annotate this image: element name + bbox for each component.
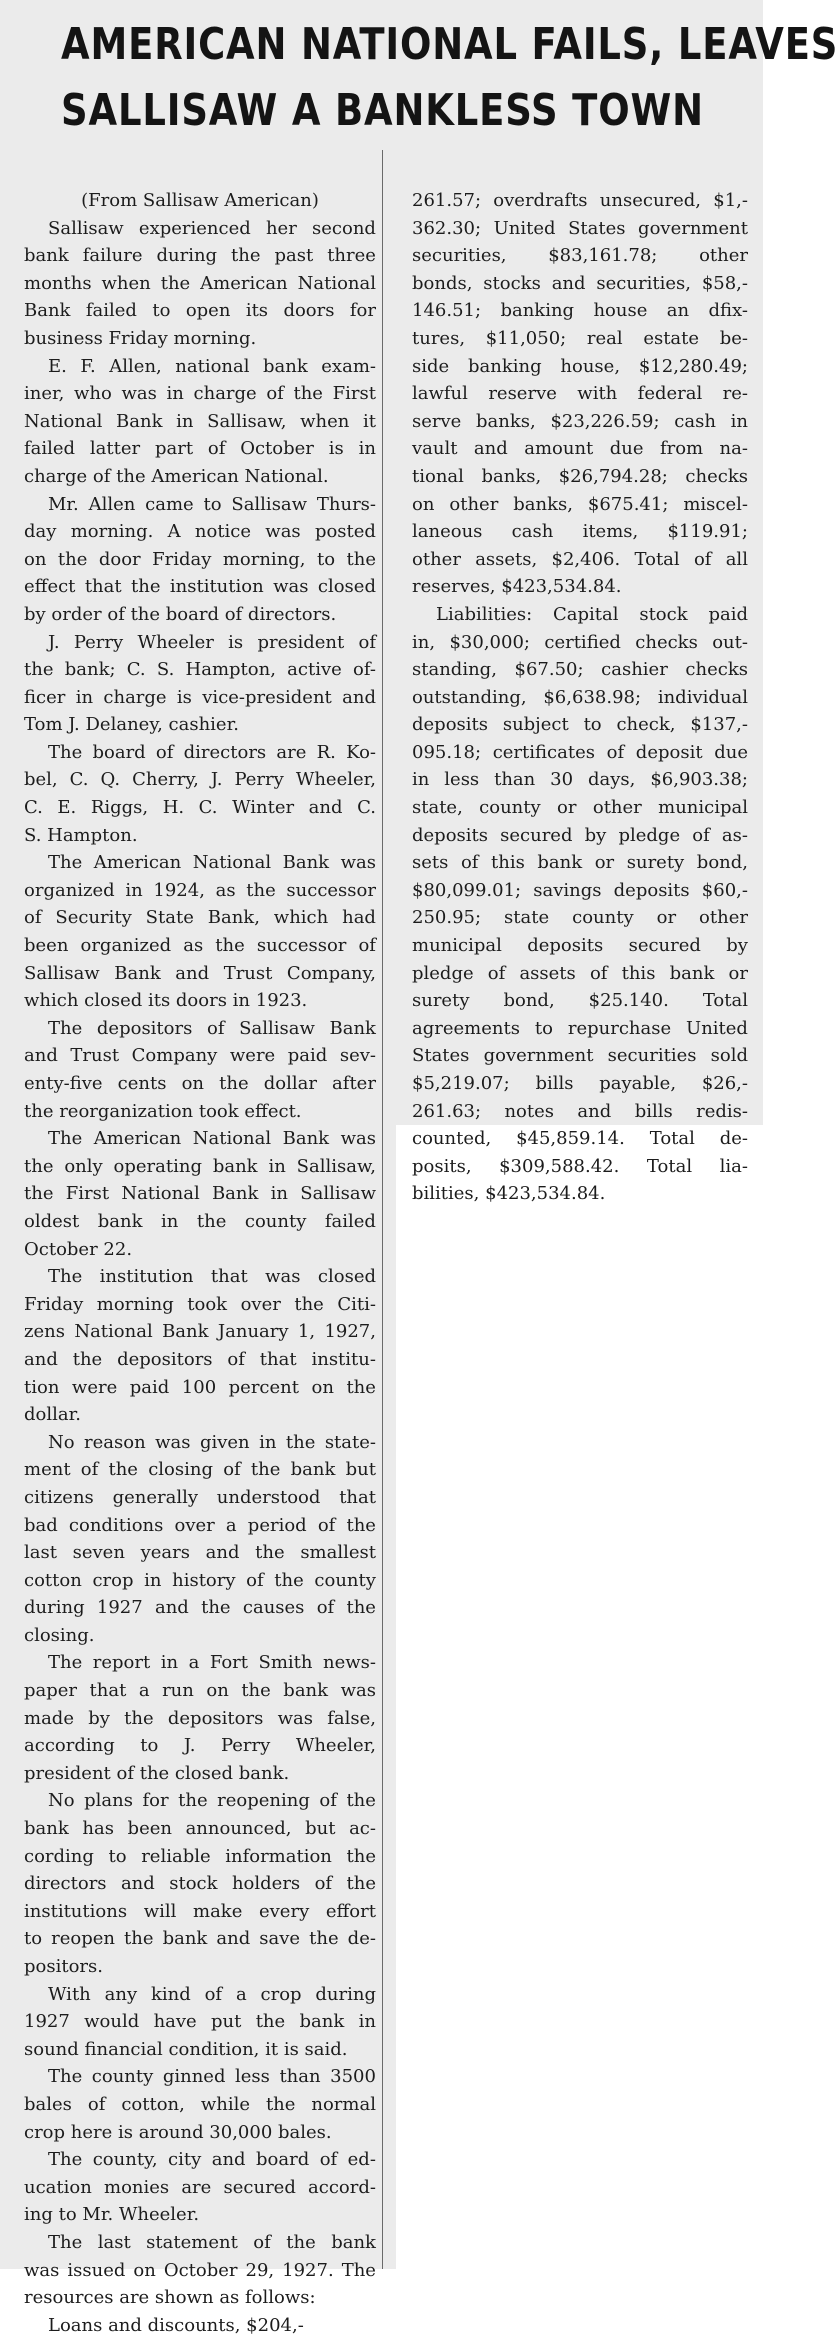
article-line: by order of the board of directors. [24,603,337,625]
article-line: States government securities sold [412,1045,748,1067]
article-line: pledge of assets of this bank or [412,962,748,984]
article-line: posits, $309,588.42. Total lia- [412,1155,748,1177]
article-line: in less than 30 days, $6,903.38; [412,769,748,791]
article-line: made by the depositors was false, [24,1707,376,1729]
article-line: according to J. Perry Wheeler, [24,1735,376,1757]
article-line: in, $30,000; certified checks out- [412,631,748,653]
article-line: The county, city and board of ed- [48,2149,376,2171]
headline-line-2: SALLISAW A BANKLESS TOWN [61,85,704,136]
article-line: other assets, $2,406. Total of all [412,548,748,570]
article-line: and the depositors of that institu- [24,1348,376,1370]
article-line: Sallisaw Bank and Trust Company, [24,962,376,984]
article-line: lawful reserve with federal re- [412,383,748,405]
article-line: ficer in charge is vice-president and [24,686,376,708]
article-line: which closed its doors in 1923. [24,990,308,1012]
article-line: of Security State Bank, which had [24,907,376,929]
article-line: The report in a Fort Smith news- [48,1652,376,1674]
article-line: ment of the closing of the bank but [24,1459,376,1481]
article-line: enty-five cents on the dollar after [24,1073,376,1094]
article-line: on other banks, $675.41; miscel- [412,493,748,515]
article-line: serve banks, $23,226.59; cash in [412,410,748,432]
article-line: October 22. [24,1238,133,1260]
article-line: bank has been announced, but ac- [24,1818,376,1840]
article-line: bank failure during the past three [24,245,376,267]
article-line: (From Sallisaw American) [81,190,319,211]
article-line: tures, $11,050; real estate be- [412,327,748,349]
article-line: J. Perry Wheeler is president of [48,631,376,653]
article-line: iner, who was in charge of the First [24,383,376,405]
article-line: citizens generally understood that [24,1486,376,1508]
article-line: the bank; C. S. Hampton, active of- [24,659,376,681]
article-line: 250.95; state county or other [412,907,748,929]
article-line: charge of the American National. [24,465,329,487]
article-line: $80,099.01; savings deposits $60,- [412,879,748,901]
article-line: paper that a run on the bank was [24,1680,376,1702]
article-line: The American National Bank was [48,1128,376,1150]
article-line: E. F. Allen, national bank exam- [48,355,376,377]
article-line: deposits subject to check, $137,- [412,714,748,736]
article-line: 1927 would have put the bank in [24,2011,376,2033]
article-line: No plans for the reopening of the [48,1790,376,1812]
article-line: 261.57; overdrafts unsecured, $1,- [412,190,748,211]
article-line: crop here is around 30,000 bales. [24,2121,332,2143]
article-line: been organized as the successor of [24,935,376,957]
article-line: surety bond, $25.140. Total [412,990,748,1012]
article-line: failed latter part of October is in [24,438,376,460]
article-line: sound financial condition, it is said. [24,2038,348,2060]
article-line: Sallisaw experienced her second [48,217,376,239]
article-line: The institution that was closed [48,1266,376,1288]
article-line: Bank failed to open its doors for [24,300,376,322]
article-line: the only operating bank in Sallisaw, [24,1155,376,1177]
article-line: cording to reliable information the [24,1845,376,1867]
article-line: the reorganization took effect. [24,1100,302,1122]
article-line: ing to Mr. Wheeler. [24,2204,200,2226]
article-line: 261.63; notes and bills redis- [412,1100,748,1122]
article-line: tion were paid 100 percent on the [24,1376,376,1398]
article-line: outstanding, $6,638.98; individual [412,686,748,708]
article-line: closing. [24,1624,95,1646]
article-line: The last statement of the bank [48,2231,376,2253]
article-line: bales of cotton, while the normal [24,2093,376,2115]
article-line: standing, $67.50; cashier checks [412,659,748,681]
article-line: S. Hampton. [24,824,138,846]
article-line: agreements to repurchase United [412,1017,748,1039]
article-line: president of the closed bank. [24,1762,290,1784]
article-line: positors. [24,1956,103,1977]
article-line: C. E. Riggs, H. C. Winter and C. [24,797,376,819]
article-line: to reopen the bank and save the de- [24,1928,376,1950]
article-line: Friday morning took over the Citi- [24,1293,376,1315]
article-line: deposits secured by pledge of as- [412,824,748,846]
article-column-left [24,0,376,2336]
article-line: laneous cash items, $119.91; [412,521,748,543]
article-line: The county ginned less than 3500 [48,2066,376,2088]
article-line: was issued on October 29, 1927. The [24,2259,376,2281]
article-line: 362.30; United States government [412,217,748,239]
article-line: bel, C. Q. Cherry, J. Perry Wheeler, [24,769,376,791]
article-column-right [412,0,748,2269]
article-line: Liabilities: Capital stock paid [436,603,748,625]
article-line: With any kind of a crop during [48,1983,376,2005]
article-line: during 1927 and the causes of the [24,1597,376,1619]
article-line: cotton crop in history of the county [24,1569,376,1591]
article-line: directors and stock holders of the [24,1873,376,1895]
headline-line-1: AMERICAN NATIONAL FAILS, LEAVES [61,19,838,70]
article-line: municipal deposits secured by [412,935,748,957]
article-line: counted, $45,859.14. Total de- [412,1128,748,1150]
article-line: months when the American National [24,272,376,294]
article-line: The American National Bank was [48,852,376,874]
article-line: and Trust Company were paid sev- [24,1045,376,1067]
article-line: institutions will make every effort [24,1900,376,1922]
article-line: No reason was given in the state- [48,1431,376,1453]
article-line: Tom J. Delaney, cashier. [24,714,239,736]
article-text-left [24,187,376,2339]
article-line: bonds, stocks and securities, $58,- [412,272,748,294]
article-line: 095.18; certificates of deposit due [412,741,748,763]
column-divider [382,150,383,2269]
article-line: zens National Bank January 1, 1927, [24,1321,376,1343]
article-line: resources are shown as follows: [24,2287,316,2309]
article-text-right [412,187,748,1208]
article-line: vault and amount due from na- [412,438,748,460]
article-line: securities, $83,161.78; other [412,245,748,267]
article-line: bad conditions over a period of the [24,1514,376,1536]
article-line: 146.51; banking house an dfix- [412,300,748,322]
article-line: National Bank in Sallisaw, when it [24,410,376,432]
article-line: Loans and discounts, $204,- [48,2314,304,2336]
article-line: effect that the institution was closed [24,576,376,598]
article-line: The board of directors are R. Ko- [48,741,376,763]
article-line: organized in 1924, as the successor [24,879,376,901]
article-line: reserves, $423,534.84. [412,576,622,598]
article-line: state, county or other municipal [412,797,748,819]
article-line: oldest bank in the county failed [24,1210,376,1232]
article-line: business Friday morning. [24,327,257,349]
article-line: Mr. Allen came to Sallisaw Thurs- [48,493,376,515]
article-line: the First National Bank in Sallisaw [24,1183,376,1205]
article-line: last seven years and the smallest [24,1542,376,1564]
article-line: sets of this bank or surety bond, [412,852,748,874]
article-line: The depositors of Sallisaw Bank [48,1017,376,1039]
article-line: $5,219.07; bills payable, $26,- [412,1073,748,1094]
article-line: ucation monies are secured accord- [24,2176,376,2198]
article-line: on the door Friday morning, to the [24,548,376,570]
article-line: dollar. [24,1404,81,1426]
article-line: bilities, $423,534.84. [412,1183,606,1205]
article-line: tional banks, $26,794.28; checks [412,465,748,487]
article-line: side banking house, $12,280.49; [412,355,748,377]
article-line: day morning. A notice was posted [24,521,376,543]
